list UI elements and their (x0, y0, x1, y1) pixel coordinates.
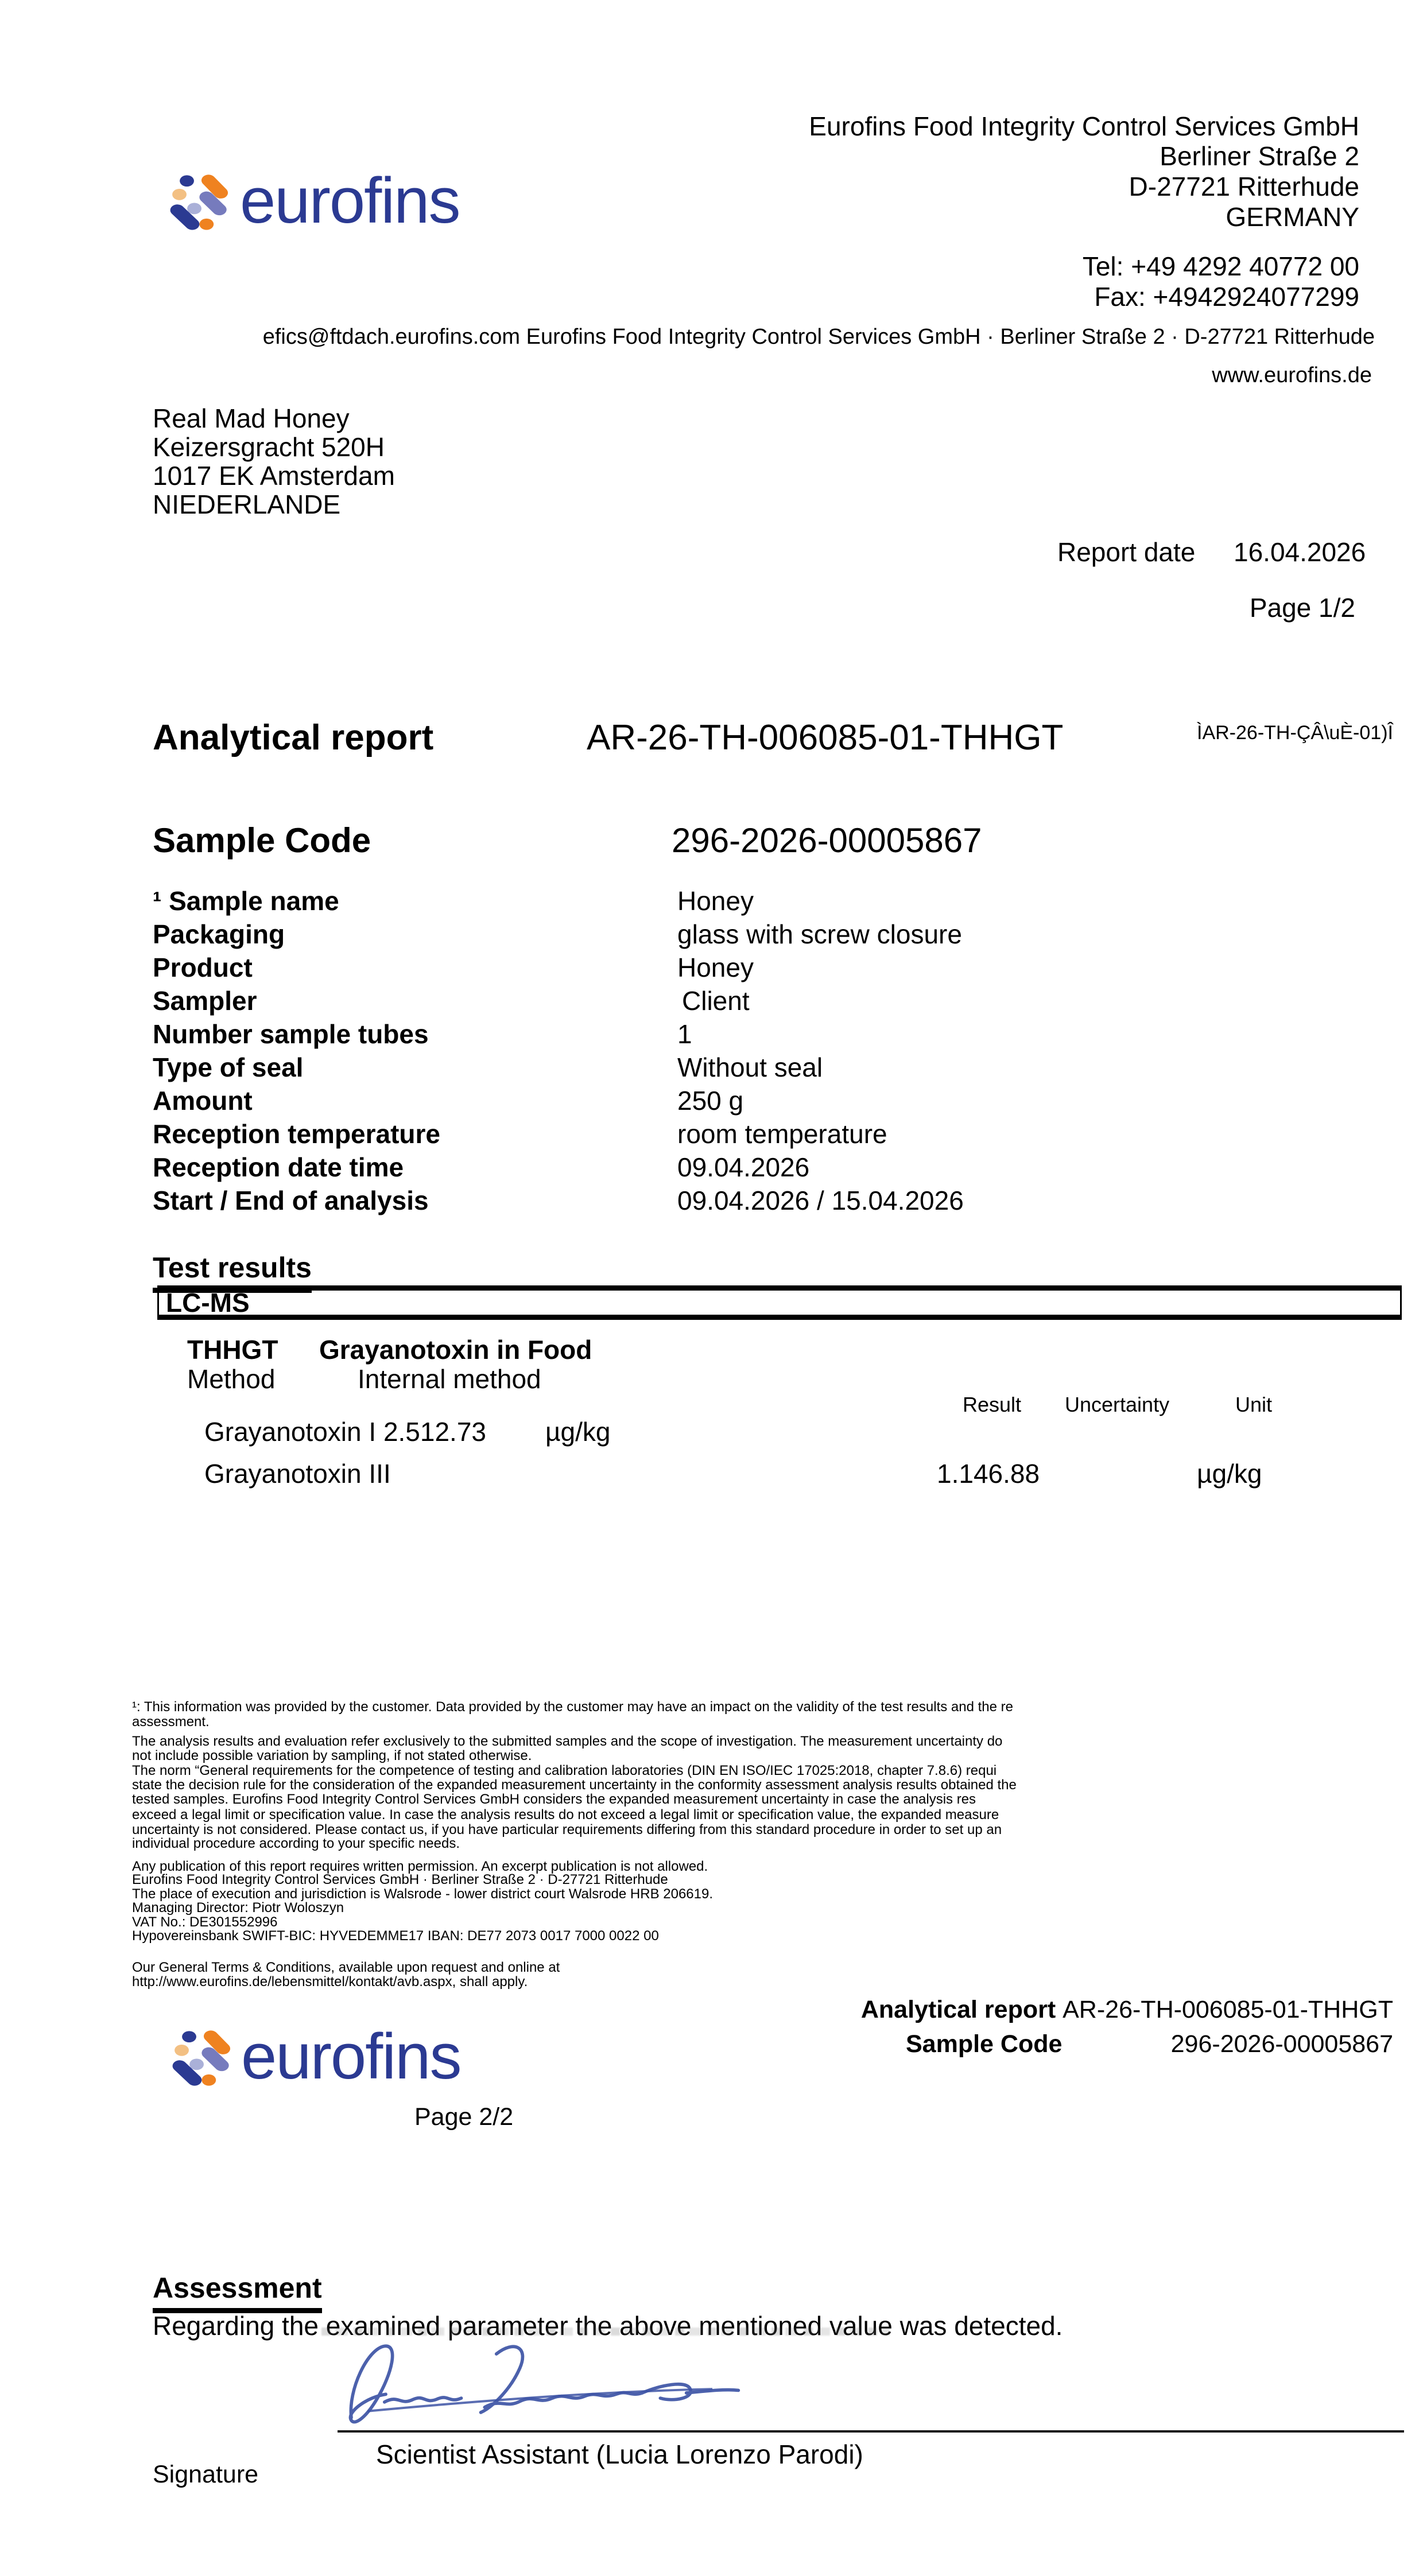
field-value: 09.04.2026 (677, 1152, 810, 1182)
signature-line (338, 2430, 1404, 2433)
field-value: 09.04.2026 / 15.04.2026 (677, 1186, 964, 1215)
handwritten-signature (313, 2334, 761, 2432)
report-barcode-text: ÌAR-26-TH-ÇÂ\uÈ-01)Î (1197, 722, 1393, 744)
field-value: glass with screw closure (677, 919, 962, 949)
result-row-result: 1.146.88 (937, 1459, 1040, 1489)
package-code: THHGT (187, 1335, 278, 1365)
footnote-line: The analysis results and evaluation refer exclusively to the submitted samples and the scope of investigation. The measurement uncertainty do (132, 1734, 1003, 1749)
eurofins-logo-icon (172, 2030, 232, 2087)
footnote-line: individual procedure according to your specific needs. (132, 1836, 460, 1851)
method-label: Method (187, 1364, 276, 1394)
report-date-value: 16.04.2026 (1234, 537, 1366, 567)
footnote-line: Eurofins Food Integrity Control Services GmbH · Berliner Straße 2 · D-27721 Ritterhude (132, 1872, 668, 1887)
footer-sample-code-value: 296-2026-00005867 (1170, 2030, 1393, 2058)
footnote-line: Any publication of this report requires written permission. An excerpt publication is not allowed. (132, 1859, 708, 1874)
column-header-result: Result (963, 1393, 1022, 1416)
lab-address-line: Berliner Straße 2 (1160, 141, 1359, 171)
lab-address-line: D-27721 Ritterhude (1129, 172, 1359, 201)
report-number: AR-26-TH-006085-01-THHGT (587, 718, 1064, 757)
footnote-line: tested samples. Eurofins Food Integrity Control Services GmbH considers the expanded measurement uncertainty in case the analysis res (132, 1792, 976, 1807)
recipient-city: 1017 EK Amsterdam (153, 461, 395, 491)
field-value: 250 g (677, 1086, 744, 1116)
field-label: Sampler (153, 986, 257, 1016)
lab-fax: Fax: +4942924077299 (1094, 282, 1359, 312)
field-label: ¹ Sample name (153, 886, 339, 916)
result-row-unit: µg/kg (1197, 1459, 1262, 1489)
report-date-label: Report date (1057, 537, 1196, 567)
field-value: Honey (677, 886, 754, 916)
field-label: Reception date time (153, 1152, 404, 1182)
assessment-text: Regarding the examined parameter the above mentioned value was detected. (153, 2311, 1063, 2341)
field-label: Product (153, 953, 253, 982)
recipient-country: NIEDERLANDE (153, 489, 341, 519)
footer-report-number: AR-26-TH-006085-01-THHGT (1063, 1996, 1393, 2023)
column-header-unit: Unit (1235, 1393, 1273, 1416)
footnote-line: ¹: This information was provided by the customer. Data provided by the customer may have an impact on the validity of the test results and the re (132, 1699, 1013, 1715)
eurofins-logo-wordmark: eurofins (240, 165, 460, 236)
column-header-uncertainty: Uncertainty (1065, 1393, 1170, 1416)
footnote-line: Managing Director: Piotr Woloszyn (132, 1900, 344, 1916)
field-label: Number sample tubes (153, 1019, 429, 1049)
field-label: Amount (153, 1086, 253, 1116)
method-value: Internal method (358, 1364, 541, 1394)
field-label: Reception temperature (153, 1119, 441, 1149)
test-results-title: Test results (153, 1251, 312, 1293)
field-value: Client (682, 986, 750, 1016)
field-value: Honey (677, 953, 754, 982)
footnote-line: Hypovereinsbank SWIFT-BIC: HYVEDEMME17 IBAN: DE77 2073 0017 7000 0022 00 (132, 1928, 659, 1944)
footnote-line: assessment. (132, 1714, 210, 1730)
footnote-line: state the decision rule for the consideration of the expanded measurement uncertainty in the conformity assessment analysis results obtained the (132, 1777, 1017, 1793)
signatory-name: Scientist Assistant (Lucia Lorenzo Parodi) (376, 2439, 863, 2469)
footnote-line: exceed a legal limit or specification value. In case the analysis results do not exceed a legal limit or specification value, the expanded measure (132, 1807, 999, 1823)
footnote-line: not include possible variation by sampling, if not stated otherwise. (132, 1748, 532, 1763)
field-value: room temperature (677, 1119, 887, 1149)
footer-report-line (861, 1996, 1393, 2024)
result-row-parameter: Grayanotoxin I 2.512.73 (204, 1417, 486, 1447)
result-row-unit: µg/kg (545, 1417, 611, 1447)
footnote-line: The norm “General requirements for the competence of testing and calibration laboratories (DIN EN ISO/IEC 17025:2018, chapter 7.8.6) requi (132, 1763, 997, 1778)
method-group-box (157, 1285, 1402, 1320)
footnote-line: The place of execution and jurisdiction is Walsrode - lower district court Walsrode HRB 206619. (132, 1886, 714, 1902)
footer-sample-code-label: Sample Code (906, 2030, 1063, 2058)
lab-contact-line: efics@ftdach.eurofins.com Eurofins Food Integrity Control Services GmbH · Berliner Straße 2 · D-27721 Ritterhude (262, 325, 1375, 349)
field-label: Packaging (153, 919, 285, 949)
footnote-line: Our General Terms & Conditions, available upon request and online at (132, 1960, 560, 1975)
result-row-parameter: Grayanotoxin III (204, 1459, 391, 1489)
recipient-name: Real Mad Honey (153, 403, 350, 433)
field-value: Without seal (677, 1052, 823, 1082)
method-group-label: LC-MS (166, 1288, 250, 1318)
footer-report-label: Analytical report (860, 1996, 1063, 2023)
eurofins-logo-icon (170, 174, 230, 231)
signature-label: Signature (153, 2461, 259, 2488)
lab-address-line: GERMANY (1226, 202, 1359, 232)
assessment-title: Assessment (153, 2271, 322, 2313)
recipient-street: Keizersgracht 520H (153, 432, 385, 462)
eurofins-logo-wordmark: eurofins (241, 2021, 461, 2092)
sample-code-label: Sample Code (153, 821, 371, 860)
footnote-line: VAT No.: DE301552996 (132, 1914, 278, 1930)
report-title-label: Analytical report (153, 718, 434, 757)
lab-phone: Tel: +49 4292 40772 00 (1082, 251, 1359, 281)
footer-page-number: Page 2/2 (414, 2103, 514, 2131)
sample-code-value: 296-2026-00005867 (672, 821, 982, 860)
footnote-line: uncertainty is not considered. Please contact us, if you have particular requirements differing from this standard procedure in order to set up an (132, 1822, 1002, 1837)
field-value: 1 (677, 1019, 692, 1049)
lab-website: www.eurofins.de (1212, 363, 1372, 387)
package-name: Grayanotoxin in Food (319, 1335, 592, 1365)
field-label: Type of seal (153, 1052, 304, 1082)
field-label: Start / End of analysis (153, 1186, 429, 1215)
lab-address-line: Eurofins Food Integrity Control Services GmbH (809, 111, 1359, 141)
footnote-line: http://www.eurofins.de/lebensmittel/kontakt/avb.aspx, shall apply. (132, 1974, 528, 1990)
page-number: Page 1/2 (1249, 593, 1355, 623)
